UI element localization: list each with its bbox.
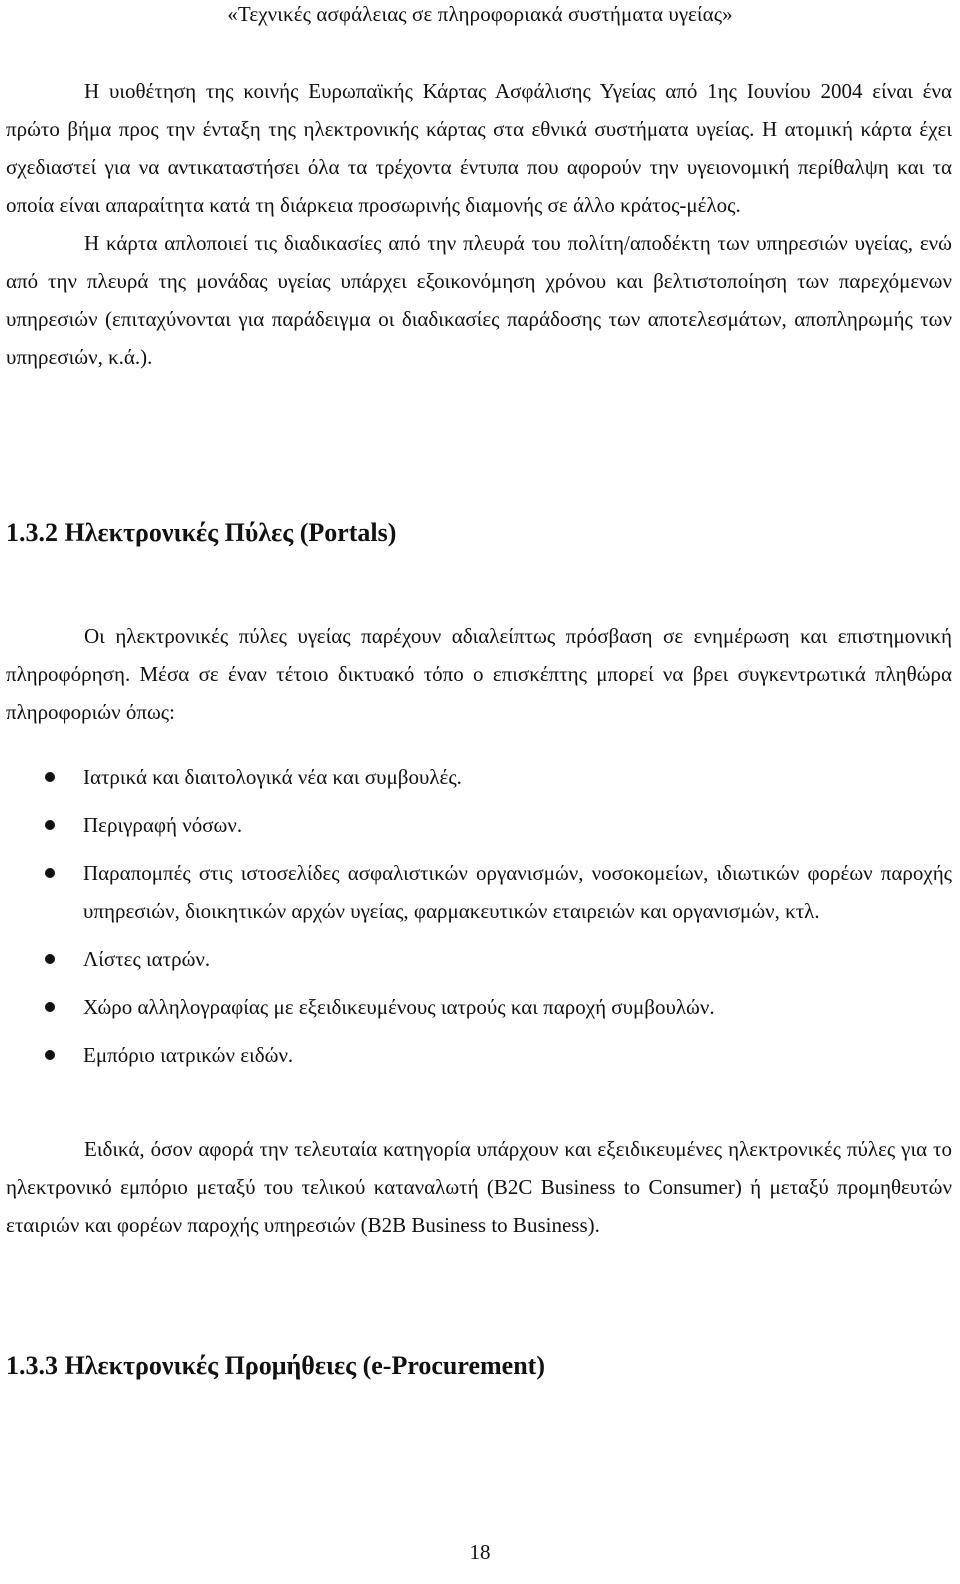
portals-section [6, 617, 952, 731]
bullet-icon [45, 820, 55, 830]
bullet-icon [45, 954, 55, 964]
list-item-text: Λίστες ιατρών. [83, 947, 211, 971]
paragraph-b2c-b2b: Ειδικά, όσον αφορά την τελευταία κατηγορία υπάρχουν και εξειδικευμένες ηλεκτρονικές πύλες για το ηλεκτρονικό εμπόριο μεταξύ του τελικού καταναλωτή (B2C Business to Consumer) ή μεταξύ προμηθευτών εταιριών και φορέων παροχής υπηρεσιών (B2B Business to Business). [6, 1137, 952, 1237]
list-item-text: Εμπόριο ιατρικών ειδών. [83, 1043, 294, 1067]
list-item [6, 1036, 952, 1074]
list-item-text: Παραπομπές στις ιστοσελίδες ασφαλιστικών οργανισμών, νοσοκομείων, ιδιωτικών φορέων παροχής υπηρεσιών, διοικητικών αρχών υγείας, φαρμακευτικών εταιρειών και οργανισμών, κτλ. [83, 861, 952, 923]
running-header: «Τεχνικές ασφάλειας σε πληροφοριακά συστήματα υγείας» [227, 2, 733, 26]
bullet-icon [45, 868, 55, 878]
paragraph-ehic-card: Η υιοθέτηση της κοινής Ευρωπαϊκής Κάρτας Ασφάλισης Υγείας από 1ης Ιουνίου 2004 είναι ένα πρώτο βήμα προς την ένταξη της ηλεκτρονικής κάρτας στα εθνικά συστήματα υγείας. Η ατομική κάρτα έχει σχεδιαστεί για να αντικαταστήσει όλα τα τρέχοντα έντυπα που αφορούν την υγειονομική περίθαλψη και τα οποία είναι απαραίτητα κατά τη διάρκεια προσωρινής διαμονής σε άλλο κράτος-μέλος. [6, 79, 952, 217]
list-item-text: Ιατρικά και διαιτολογικά νέα και συμβουλές. [83, 765, 462, 789]
list-item [6, 758, 952, 796]
page-number: 18 [469, 1540, 491, 1564]
paragraph-card-benefits: Η κάρτα απλοποιεί τις διαδικασίες από την πλευρά του πολίτη/αποδέκτη των υπηρεσιών υγείας, ενώ από την πλευρά της μονάδας υγείας υπάρχει εξοικονόμηση χρόνου και βελτιστοποίηση των παρεχόμενων υπηρεσιών (επιταχύνονται για παράδειγμα οι διαδικασίες παράδοσης των αποτελεσμάτων, αποπληρωμής των υπηρεσιών, κ.ά.). [6, 231, 952, 369]
intro-section [6, 72, 952, 376]
bullet-icon [45, 1050, 55, 1060]
bullet-icon [45, 772, 55, 782]
list-item [6, 854, 952, 930]
list-item-text: Περιγραφή νόσων. [83, 813, 243, 837]
list-item [6, 806, 952, 844]
paragraph-portals-intro: Οι ηλεκτρονικές πύλες υγείας παρέχουν αδιαλείπτως πρόσβαση σε ενημέρωση και επιστημονική πληροφόρηση. Μέσα σε έναν τέτοιο δικτυακό τόπο ο επισκέπτης μπορεί να βρει συγκεντρωτικά πληθώρα πληροφοριών όπως: [6, 624, 952, 724]
bullet-icon [45, 1002, 55, 1012]
section-heading-e-procurement: 1.3.3 Ηλεκτρονικές Προμήθειες (e-Procurement) [6, 1351, 545, 1380]
list-item-text: Χώρο αλληλογραφίας με εξειδικευμένους ιατρούς και παροχή συμβουλών. [83, 995, 715, 1019]
section-heading-portals: 1.3.2 Ηλεκτρονικές Πύλες (Portals) [6, 518, 397, 547]
list-item [6, 988, 952, 1026]
portals-closing-section [6, 1130, 952, 1244]
list-item [6, 940, 952, 978]
portal-info-list [6, 758, 952, 1084]
